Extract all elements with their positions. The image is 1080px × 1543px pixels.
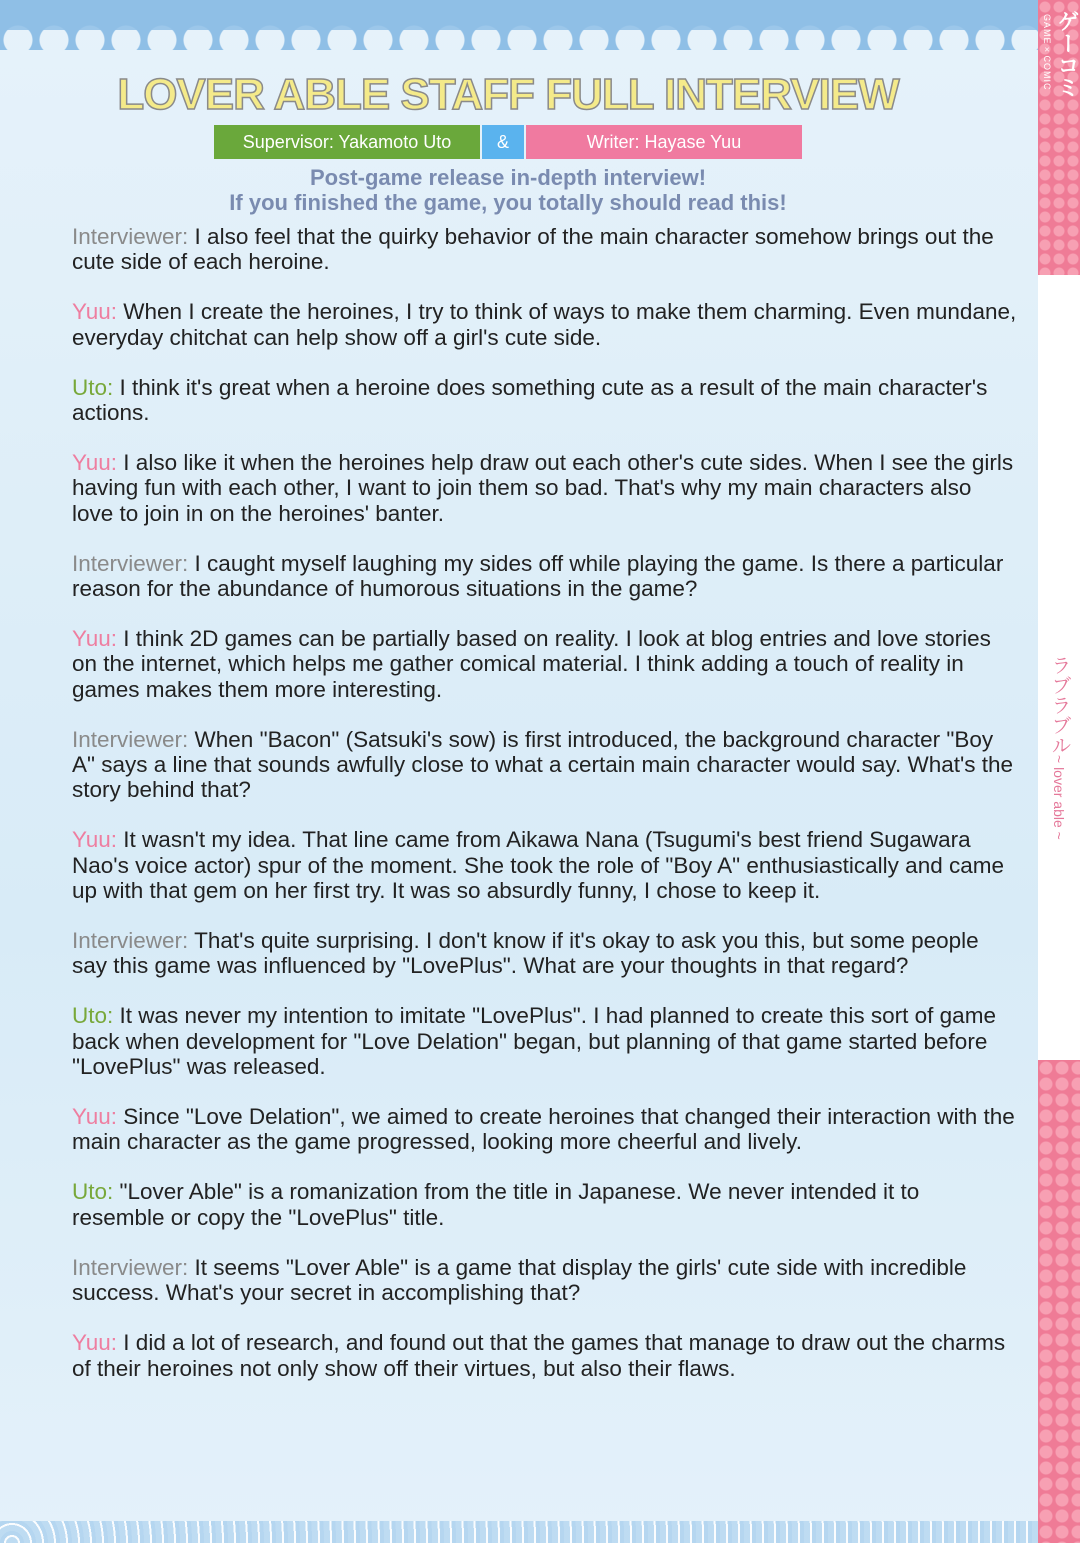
dialogue-text: Since "Love Delation", we aimed to create heroines that changed their interaction with the main character as the game progressed, looking more cheerful and lively. xyxy=(72,1104,1015,1155)
dialogue-entry xyxy=(72,626,1017,702)
dialogue-text: I also feel that the quirky behavior of the main character somehow brings out the cute side of each heroine. xyxy=(72,224,994,275)
speaker-label: Interviewer: xyxy=(72,224,189,249)
lace-border-bottom xyxy=(0,1521,1038,1543)
dialogue-text: I also like it when the heroines help draw out each other's cute sides. When I see the girls having fun with each other, I want to join them so bad. That's why my main characters also love to join in on the heroines' banter. xyxy=(72,450,1014,526)
dialogue-entry xyxy=(72,224,1017,274)
speaker-label: Yuu: xyxy=(72,626,118,652)
side-strip xyxy=(1038,0,1080,1543)
speaker-label: Interviewer: xyxy=(72,928,189,954)
dialogue-entry xyxy=(72,827,1017,903)
subtitle-line-2: If you finished the game, you totally should read this! xyxy=(229,190,787,215)
dialogue-entry xyxy=(72,928,1017,978)
subtitle xyxy=(0,165,1016,215)
dialogue-entry xyxy=(72,450,1017,526)
speaker-label: Interviewer: xyxy=(72,726,189,752)
magazine-logo: ゲーコミ xyxy=(1055,10,1080,98)
speaker-label: Yuu: xyxy=(72,299,118,325)
dialogue-text: That's quite surprising. I don't know if it's okay to ask you this, but some people say this game was influenced by "LovePlus". What are your thoughts in that regard? xyxy=(72,928,979,979)
dialogue-text: I think 2D games can be partially based on reality. I look at blog entries and love stories on the internet, which helps me gather comical material. I think adding a touch of reality in games makes them more interesting. xyxy=(72,626,991,702)
magazine-logo-sub: GAME×COMIC xyxy=(1042,14,1052,91)
speaker-label: Yuu: xyxy=(72,1104,118,1130)
staff-badges xyxy=(214,125,802,159)
speaker-label: Yuu: xyxy=(72,450,118,476)
dialogue-text: It was never my intention to imitate "LovePlus". I had planned to create this sort of game back when development for "Love Delation" began, but planning of that game started before "LovePlus" was released. xyxy=(72,1003,996,1079)
dialogue-entry xyxy=(72,727,1017,803)
dialogue-text: "Lover Able" is a romanization from the title in Japanese. We never intended it to resemble or copy the "LovePlus" title. xyxy=(72,1179,920,1230)
vertical-title-jp: ラブラブル xyxy=(1048,655,1070,755)
supervisor-badge: Supervisor: Yakamoto Uto xyxy=(214,125,480,159)
dialogue-entry xyxy=(72,1104,1017,1154)
dialogue-entry xyxy=(72,1003,1017,1079)
writer-badge: Writer: Hayase Yuu xyxy=(526,125,802,159)
vertical-title-en: ~ lover able ~ xyxy=(1051,755,1067,840)
vertical-game-title xyxy=(1048,655,1070,840)
dialogue-entry xyxy=(72,1330,1017,1380)
dialogue-text: I caught myself laughing my sides off while playing the game. Is there a particular reason for the abundance of humorous situations in the game? xyxy=(72,550,1004,602)
side-strip-pink-bottom xyxy=(1038,1060,1080,1543)
dialogue-text: It wasn't my idea. That line came from Aikawa Nana (Tsugumi's best friend Sugawara Nao's voice actor) spur of the moment. She took the role of "Boy A" enthusiastically and came up with that gem on her first try. It was so absurdly funny, I chose to keep it. xyxy=(72,827,1004,903)
dialogue-entry xyxy=(72,551,1017,601)
ampersand-badge: & xyxy=(482,125,524,159)
speaker-label: Yuu: xyxy=(72,1330,118,1356)
subtitle-line-1: Post-game release in-depth interview! xyxy=(309,165,707,190)
interview-body xyxy=(72,224,1017,1406)
dialogue-entry xyxy=(72,1179,1017,1229)
page-title: LOVER ABLE STAFF FULL INTERVIEW xyxy=(117,70,899,119)
dialogue-text: I did a lot of research, and found out that the games that manage to draw out the charms of their heroines not only show off their virtues, but also their flaws. xyxy=(72,1330,1006,1381)
speaker-label: Uto: xyxy=(72,1003,114,1029)
speaker-label: Uto: xyxy=(72,1179,114,1205)
speaker-label: Uto: xyxy=(72,374,114,400)
speaker-label: Interviewer: xyxy=(72,550,189,576)
dialogue-entry xyxy=(72,375,1017,425)
speaker-label: Interviewer: xyxy=(72,1254,189,1280)
dialogue-text: When I create the heroines, I try to think of ways to make them charming. Even mundane, everyday chitchat can help show off a girl's cute side. xyxy=(72,299,1017,350)
dialogue-text: I think it's great when a heroine does something cute as a result of the main character's actions. xyxy=(72,374,988,426)
dialogue-text: When "Bacon" (Satsuki's sow) is first introduced, the background character "Boy A" says a line that sounds awfully close to what a certain main character would say. What's the story behind that? xyxy=(72,726,1014,803)
lace-scallop-top xyxy=(0,0,1038,50)
speaker-label: Yuu: xyxy=(72,827,118,853)
dialogue-entry xyxy=(72,299,1017,349)
dialogue-entry xyxy=(72,1255,1017,1305)
dialogue-text: It seems "Lover Able" is a game that display the girls' cute side with incredible success. What's your secret in accomplishing that? xyxy=(72,1254,967,1306)
